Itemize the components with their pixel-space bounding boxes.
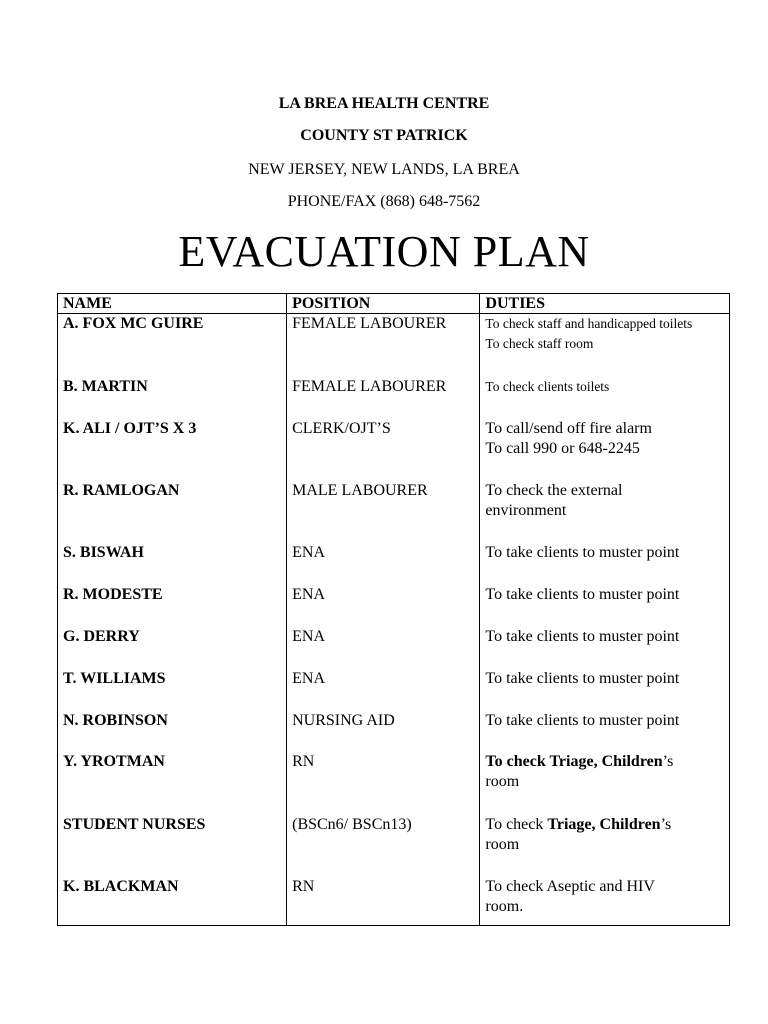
duty-line: To check the external bbox=[485, 481, 623, 499]
cell-position: NURSING AID bbox=[287, 711, 480, 752]
cell-name: G. DERRY bbox=[58, 627, 287, 669]
cell-duties bbox=[480, 377, 730, 419]
cell-name: R. RAMLOGAN bbox=[58, 481, 287, 543]
cell-duties bbox=[480, 481, 730, 543]
duty-line: room bbox=[485, 835, 520, 853]
page-title: EVACUATION PLAN bbox=[178, 227, 590, 276]
column-header-position: POSITION bbox=[287, 294, 480, 314]
cell-position: RN bbox=[287, 752, 480, 815]
cell-name: R. MODESTE bbox=[58, 585, 287, 627]
table-row bbox=[58, 627, 730, 669]
cell-position: RN bbox=[287, 877, 480, 926]
cell-name: B. MARTIN bbox=[58, 377, 287, 419]
centre-name: LA BREA HEALTH CENTRE bbox=[278, 95, 490, 112]
evacuation-table bbox=[57, 293, 730, 926]
duty-line: To check staff and handicapped toilets bbox=[485, 316, 693, 331]
duty-line: To take clients to muster point bbox=[485, 585, 680, 603]
address: NEW JERSEY, NEW LANDS, LA BREA bbox=[248, 161, 520, 178]
cell-duties bbox=[480, 627, 730, 669]
cell-position: FEMALE LABOURER bbox=[287, 314, 480, 377]
cell-duties bbox=[480, 752, 730, 815]
duty-line: To call/send off fire alarm bbox=[485, 419, 652, 437]
duty-line: To take clients to muster point bbox=[485, 711, 680, 729]
duty-line: To take clients to muster point bbox=[485, 543, 680, 561]
duty-suffix: ’s bbox=[660, 815, 672, 833]
cell-name: A. FOX MC GUIRE bbox=[58, 314, 287, 377]
duty-line: To check Aseptic and HIV bbox=[485, 877, 655, 895]
table-row bbox=[58, 314, 730, 377]
table-row bbox=[58, 669, 730, 711]
duty-line: environment bbox=[485, 501, 567, 519]
duty-line: To call 990 or 648-2245 bbox=[485, 439, 640, 457]
cell-position: CLERK/OJT’S bbox=[287, 419, 480, 481]
table-header-row bbox=[58, 294, 730, 314]
cell-duties bbox=[480, 877, 730, 926]
cell-position: ENA bbox=[287, 627, 480, 669]
duty-line: To check staff room bbox=[485, 336, 594, 351]
table-row bbox=[58, 419, 730, 481]
table-row bbox=[58, 815, 730, 877]
cell-duties bbox=[480, 314, 730, 377]
duty-line: room. bbox=[485, 897, 524, 915]
cell-duties bbox=[480, 815, 730, 877]
cell-position: ENA bbox=[287, 669, 480, 711]
cell-name: S. BISWAH bbox=[58, 543, 287, 585]
duty-line: To take clients to muster point bbox=[485, 669, 680, 687]
column-header-duties: DUTIES bbox=[480, 294, 730, 314]
duty-line: room bbox=[485, 772, 520, 790]
cell-name: N. ROBINSON bbox=[58, 711, 287, 752]
cell-position: ENA bbox=[287, 585, 480, 627]
duty-suffix: ’s bbox=[662, 752, 674, 770]
table-row bbox=[58, 752, 730, 815]
cell-duties bbox=[480, 543, 730, 585]
table-row bbox=[58, 877, 730, 926]
duty-line bbox=[485, 752, 729, 772]
cell-duties bbox=[480, 669, 730, 711]
cell-duties bbox=[480, 585, 730, 627]
duty-highlight: Triage, Children bbox=[547, 815, 661, 833]
duty-highlight: To check Triage, Children bbox=[485, 752, 663, 770]
table-row bbox=[58, 377, 730, 419]
cell-name: K. BLACKMAN bbox=[58, 877, 287, 926]
cell-name: Y. YROTMAN bbox=[58, 752, 287, 815]
duty-line: To take clients to muster point bbox=[485, 627, 680, 645]
table-row bbox=[58, 585, 730, 627]
cell-position: (BSCn6/ BSCn13) bbox=[287, 815, 480, 877]
table-row bbox=[58, 711, 730, 752]
cell-position: FEMALE LABOURER bbox=[287, 377, 480, 419]
table-row bbox=[58, 543, 730, 585]
cell-position: MALE LABOURER bbox=[287, 481, 480, 543]
duty-prefix: To check bbox=[485, 815, 548, 833]
duty-line: To check clients toilets bbox=[485, 378, 610, 394]
table-row bbox=[58, 481, 730, 543]
cell-duties bbox=[480, 419, 730, 481]
cell-duties bbox=[480, 711, 730, 752]
column-header-name: NAME bbox=[58, 294, 287, 314]
cell-name: STUDENT NURSES bbox=[58, 815, 287, 877]
phone-fax: PHONE/FAX (868) 648-7562 bbox=[287, 193, 481, 210]
duty-line bbox=[485, 815, 729, 835]
cell-name: K. ALI / OJT’S X 3 bbox=[58, 419, 287, 481]
county-name: COUNTY ST PATRICK bbox=[300, 127, 468, 144]
cell-position: ENA bbox=[287, 543, 480, 585]
cell-name: T. WILLIAMS bbox=[58, 669, 287, 711]
